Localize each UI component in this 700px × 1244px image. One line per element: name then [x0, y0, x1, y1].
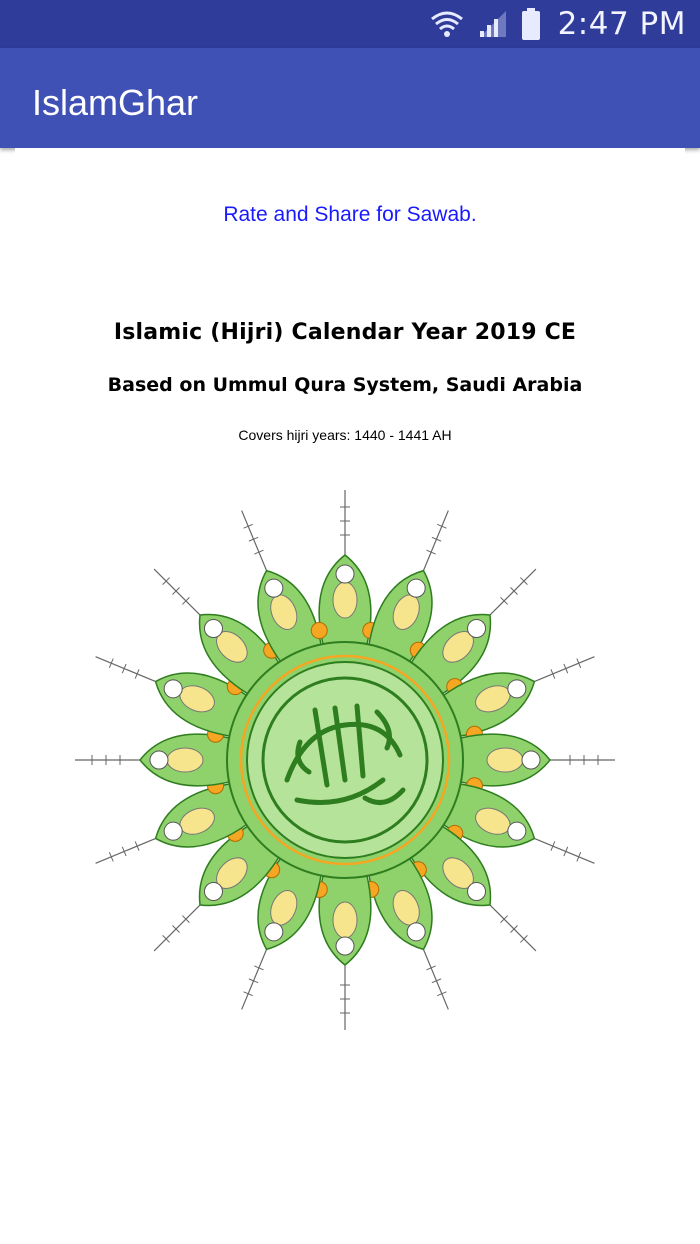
wifi-icon	[430, 7, 464, 41]
app-title: IslamGhar	[32, 82, 199, 123]
battery-icon	[522, 8, 540, 40]
status-bar	[0, 0, 700, 48]
signal-icon	[478, 9, 508, 39]
bismillah-medallion-icon	[65, 480, 625, 1040]
calendar-subtitle: Based on Ummul Qura System, Saudi Arabia	[107, 374, 583, 396]
hijri-years-note: Covers hijri years: 1440 - 1441 AH	[238, 427, 452, 443]
calendar-title: Islamic (Hijri) Calendar Year 2019 CE	[113, 320, 577, 345]
islamic-ornament-image	[65, 480, 625, 1045]
status-time: 2:47 PM	[557, 6, 686, 42]
rate-share-link[interactable]: Rate and Share for Sawab.	[223, 203, 477, 226]
app-bar	[0, 48, 700, 148]
